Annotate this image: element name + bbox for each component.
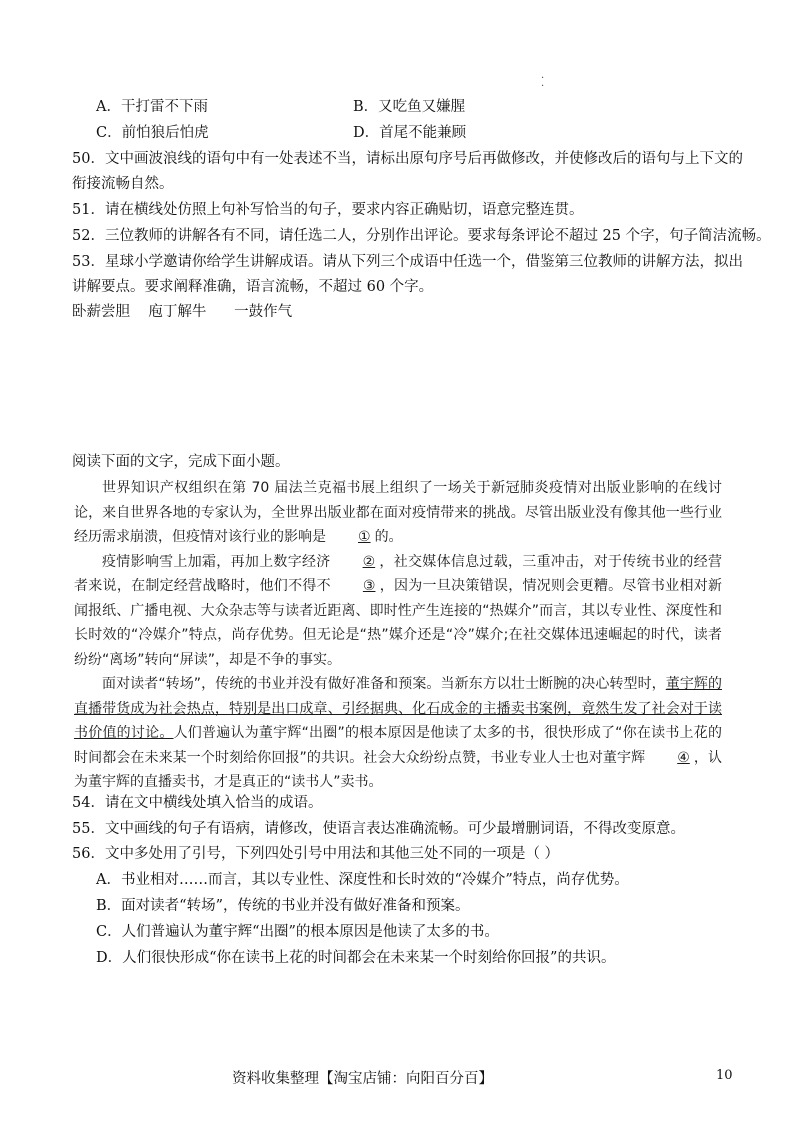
passage-paragraph-1: 世界知识产权组织在第 70 届法兰克福书展上组织了一场关于新冠肺炎疫情对出版业影响的在线讨论，来自世界各地的专家认为，全世界出版业都在面对疫情带来的挑战。尽管出版业没有像其他一些行业经历需求崩溃，但疫情对该行业的影响是 ① 的。 [74,476,722,550]
question-50-line2: 衔接流畅自然。 [72,176,174,192]
passage-paragraph-2: 疫情影响雪上加霜，再加上数字经济 ② ，社交媒体信息过载，三重冲击，对于传统书业的经营者来说，在制定经营战略时，他们不得不 ③ ，因为一旦决策错误，情况则会更糟。尽管书业相对新闻报纸、广播电视、大众杂志等与读者近距离、即时性产生连接的“热媒介”而言，其以专业性、深度性和长时效的“冷媒介”特点，尚存优势。但无论是“热”媒介还是“冷”媒介;在社交媒体迅速崛起的时代，读者纷纷“离场”转向“屏读”，却是不争的事实。 [74,550,722,673]
question-56: 56．文中多处用了引号，下列四处引号中用法和其他三处不同的一项是（ ） [72,846,560,862]
option-b: B．又吃鱼又嫌腥 [353,99,466,115]
question-56-option-d: D．人们很快形成“你在读书上花的时间都会在未来某一个时刻给你回报”的共识。 [96,950,616,966]
question-56-option-c: C．人们普遍认为董宇辉“出圈”的根本原因是他读了太多的书。 [96,924,499,940]
reading-passage [74,476,722,795]
footer-source: 资料收集整理【淘宝店铺：向阳百分百】 [232,1071,493,1087]
question-53-line2: 讲解要点。要求阐释准确，语言流畅，不超过 60 个字。 [72,279,434,295]
question-50-line1: 50．文中画波浪线的语句中有一处表述不当，请标出原句序号后再做修改，并使修改后的语句与上下文的 [72,151,743,167]
blank-3: ③ [362,578,376,594]
question-56-option-a: A．书业相对……而言，其以专业性、深度性和长时效的“冷媒介”特点，尚存优势。 [96,872,629,888]
page-number: 10 [716,1068,733,1083]
question-56-option-b: B．面对读者“转场”，传统的书业并没有做好准备和预案。 [96,898,470,914]
idiom-list: 卧薪尝胆 庖丁解牛 一鼓作气 [72,304,293,320]
option-c: C．前怕狼后怕虎 [96,125,209,141]
blank-2: ② [362,553,376,570]
blank-4: ④ [677,749,690,766]
question-54: 54．请在文中横线处填入恰当的成语。 [72,795,323,811]
blank-1: ① [358,529,371,545]
question-52: 52．三位教师的讲解各有不同，请任选二人，分别作出评论。要求每条评论不超过 25 个字，句子简洁流畅。 [72,228,771,244]
underlined-sentence: 董宇辉的直播带货成为社会热点，特别是出口成章、引经据典、化石成金的主播卖书案例，竟然生发了社会对于读书价值的讨论。 [74,676,722,741]
passage-paragraph-3: 面对读者“转场”，传统的书业并没有做好准备和预案。当新东方以壮士断腕的决心转型时，董宇辉的直播带货成为社会热点，特别是出口成章、引经据典、化石成金的主播卖书案例，竟然生发了社会对于读书价值的讨论。人们普遍认为董宇辉“出圈”的根本原因是他读了太多的书，很快形成了“你在读书上花的时间都会在未来某一个时刻给你回报”的共识。社会大众纷纷点赞，书业专业人士也对董宇辉 ④ ，认为董宇辉的直播卖书，才是真正的“读书人”卖书。 [74,676,722,790]
scan-mark: . . [541,70,545,89]
option-a: A．干打雷不下雨 [96,99,208,115]
reading-instruction: 阅读下面的文字，完成下面小题。 [72,454,290,470]
question-53-line1: 53．星球小学邀请你给学生讲解成语。请从下列三个成语中任选一个，借鉴第三位教师的讲解方法，拟出 [72,254,743,270]
option-d: D．首尾不能兼顾 [353,125,467,141]
question-51: 51．请在横线处仿照上句补写恰当的句子，要求内容正确贴切，语意完整连贯。 [72,202,584,218]
question-55: 55．文中画线的句子有语病，请修改，使语言表达准确流畅。可少最增删词语，不得改变原意。 [72,821,685,837]
